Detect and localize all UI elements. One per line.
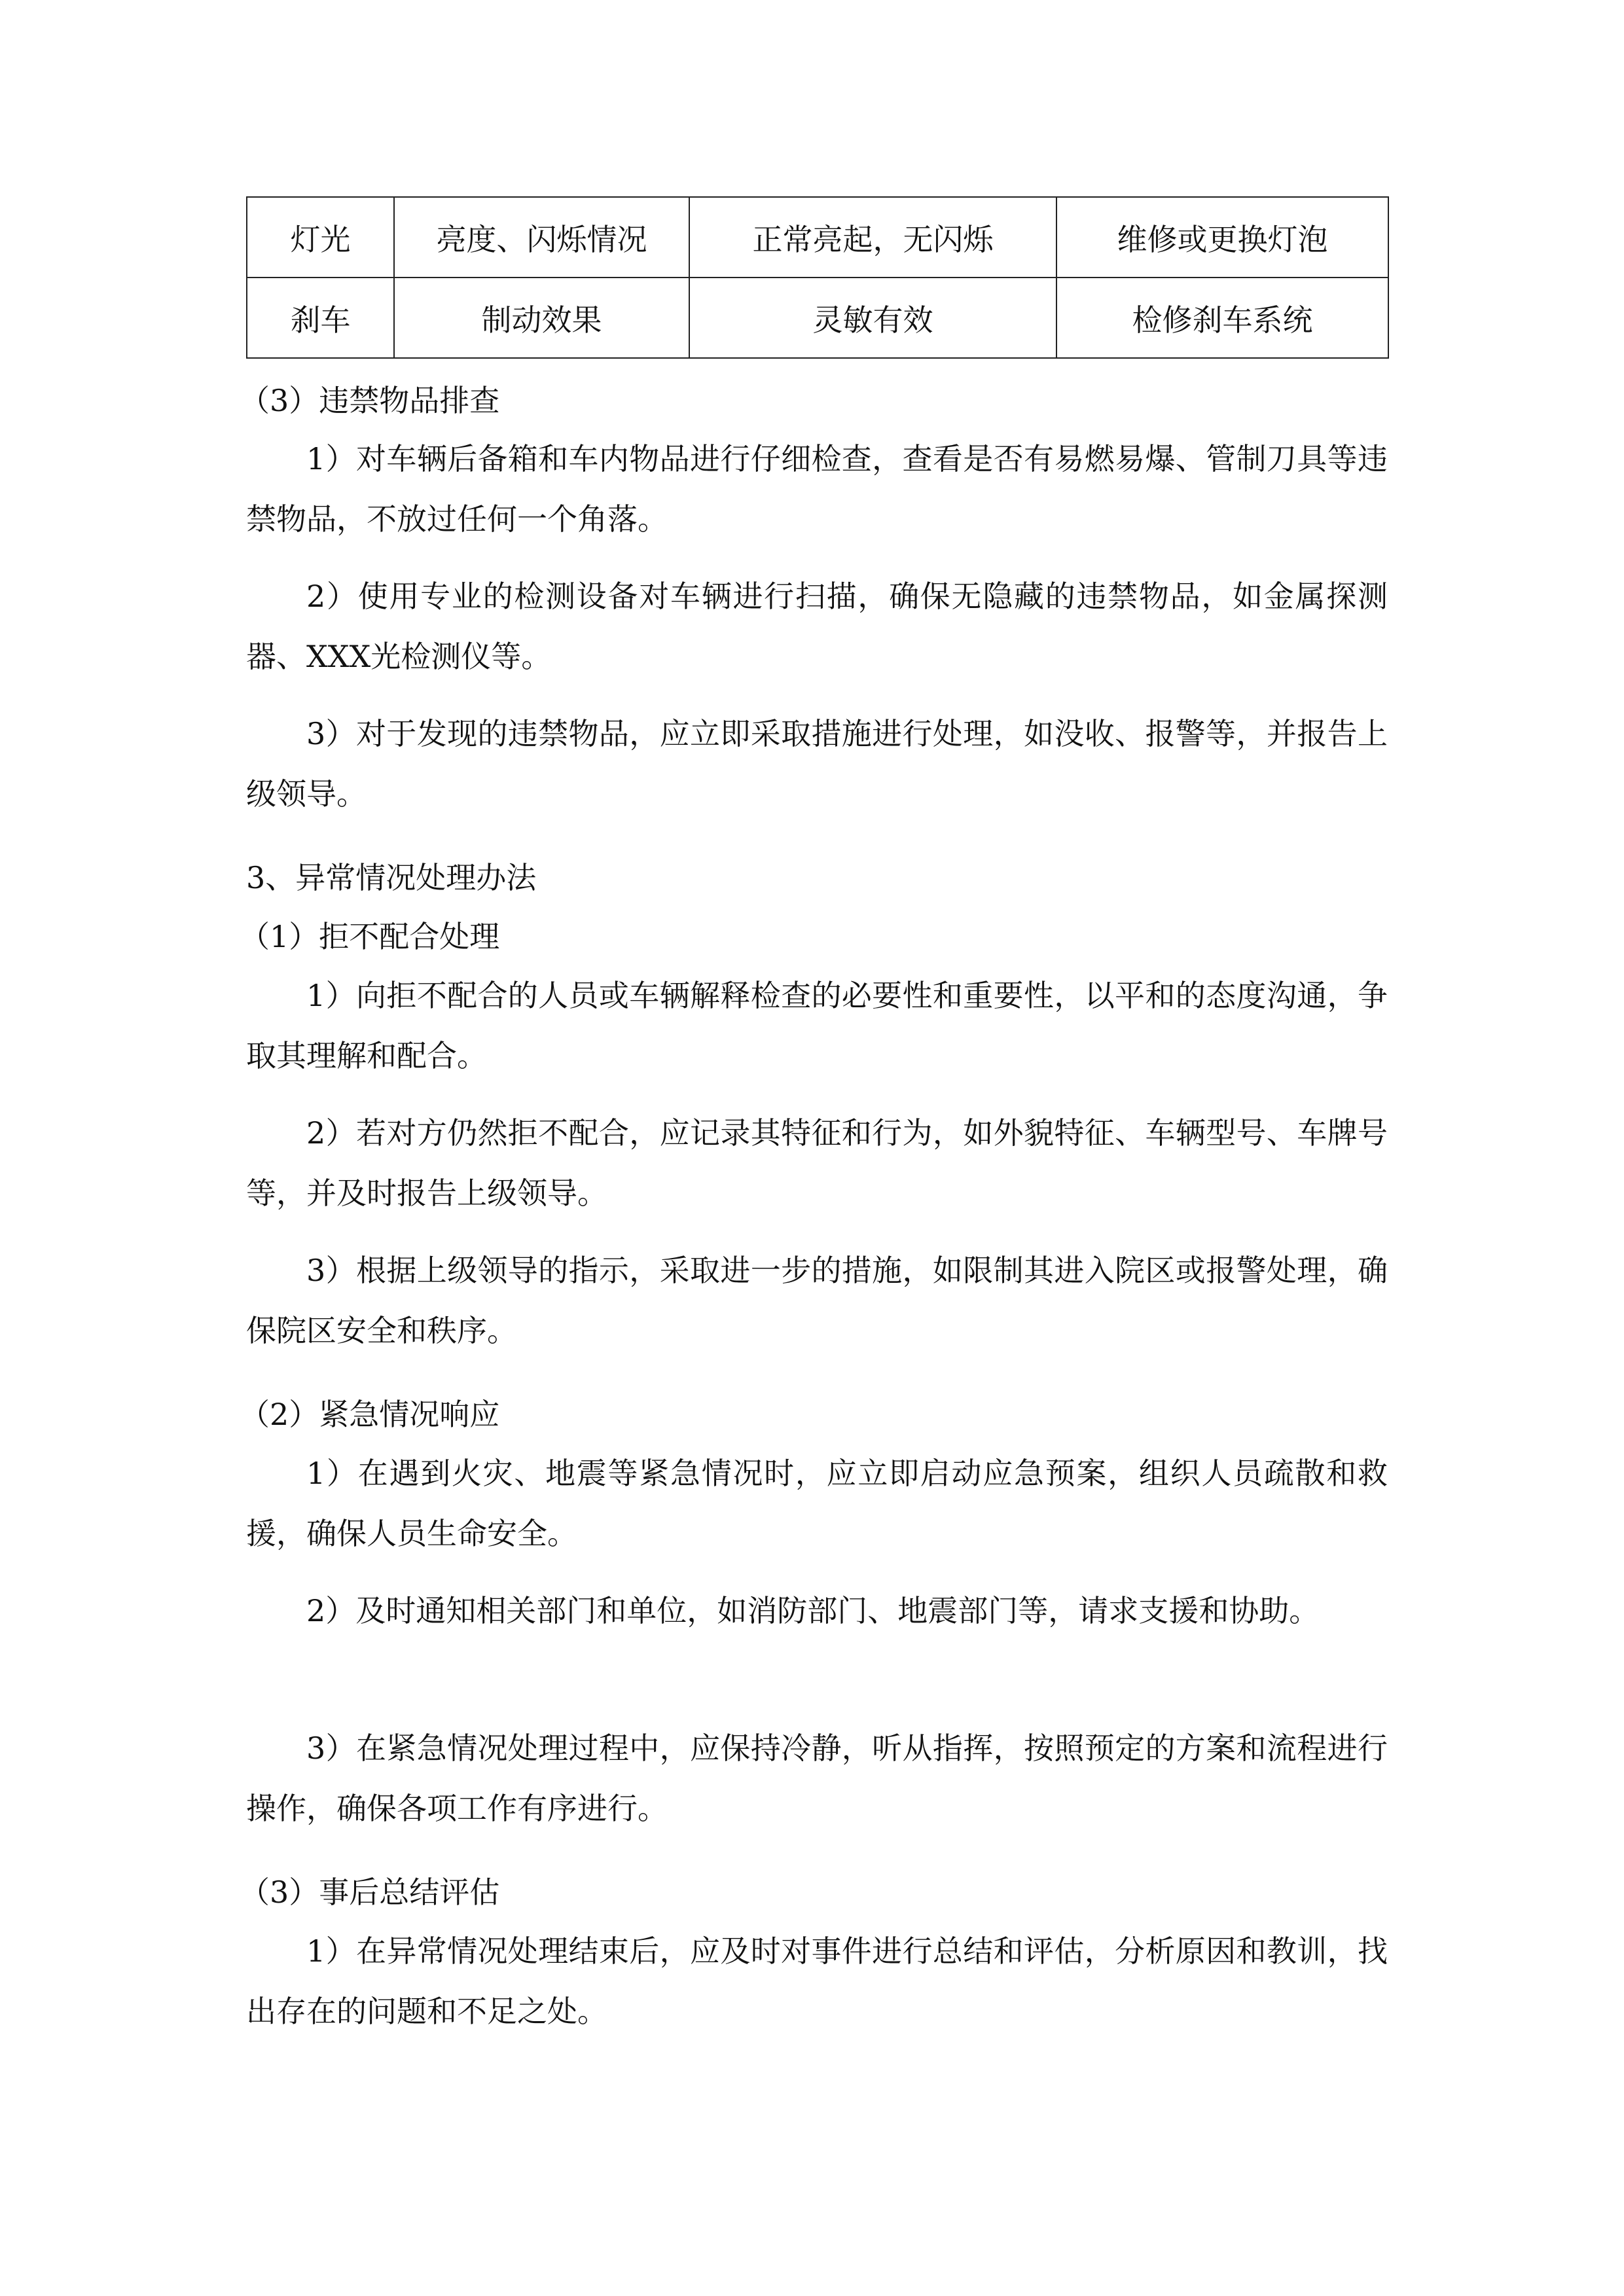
paragraph: 1）在异常情况处理结束后，应及时对事件进行总结和评估，分析原因和教训，找出存在的问题和不足之处。: [246, 1933, 1388, 2029]
table-row: [247, 197, 1388, 278]
subheading-refusal-handling: （1）拒不配合处理: [240, 919, 500, 954]
table-cell: 制动效果: [394, 278, 689, 358]
section-heading-abnormal-handling: 3、异常情况处理办法: [246, 860, 537, 895]
table-cell: 刹车: [247, 278, 394, 358]
table-cell: 灯光: [247, 197, 394, 278]
subheading-contraband-check: （3）违禁物品排查: [240, 383, 500, 418]
subheading-emergency-response: （2）紧急情况响应: [240, 1397, 500, 1432]
table-cell: 正常亮起，无闪烁: [689, 197, 1056, 278]
paragraph: 2）使用专业的检测设备对车辆进行扫描，确保无隐藏的违禁物品，如金属探测器、XXX光检测仪等。: [246, 579, 1388, 674]
table-cell: 检修刹车系统: [1056, 278, 1388, 358]
paragraph: 3）在紧急情况处理过程中，应保持冷静，听从指挥，按照预定的方案和流程进行操作，确保各项工作有序进行。: [246, 1731, 1388, 1826]
subheading-post-event-review: （3）事后总结评估: [240, 1874, 500, 1910]
paragraph: 2）及时通知相关部门和单位，如消防部门、地震部门等，请求支援和协助。: [306, 1593, 1320, 1628]
paragraph: 1）向拒不配合的人员或车辆解释检查的必要性和重要性，以平和的态度沟通，争取其理解和配合。: [246, 978, 1388, 1073]
paragraph: 2）若对方仍然拒不配合，应记录其特征和行为，如外貌特征、车辆型号、车牌号等，并及时报告上级领导。: [246, 1115, 1388, 1211]
paragraph: 1）对车辆后备箱和车内物品进行仔细检查，查看是否有易燃易爆、管制刀具等违禁物品，不放过任何一个角落。: [246, 441, 1388, 537]
table-row: [247, 278, 1388, 358]
paragraph: 1）在遇到火灾、地震等紧急情况时，应立即启动应急预案，组织人员疏散和救援，确保人员生命安全。: [246, 1456, 1388, 1551]
table-cell: 灵敏有效: [689, 278, 1056, 358]
inspection-table: [246, 196, 1389, 359]
table-cell: 亮度、闪烁情况: [394, 197, 689, 278]
paragraph: 3）根据上级领导的指示，采取进一步的措施，如限制其进入院区或报警处理，确保院区安全和秩序。: [246, 1253, 1388, 1348]
paragraph: 3）对于发现的违禁物品，应立即采取措施进行处理，如没收、报警等，并报告上级领导。: [246, 716, 1388, 812]
table-cell: 维修或更换灯泡: [1056, 197, 1388, 278]
